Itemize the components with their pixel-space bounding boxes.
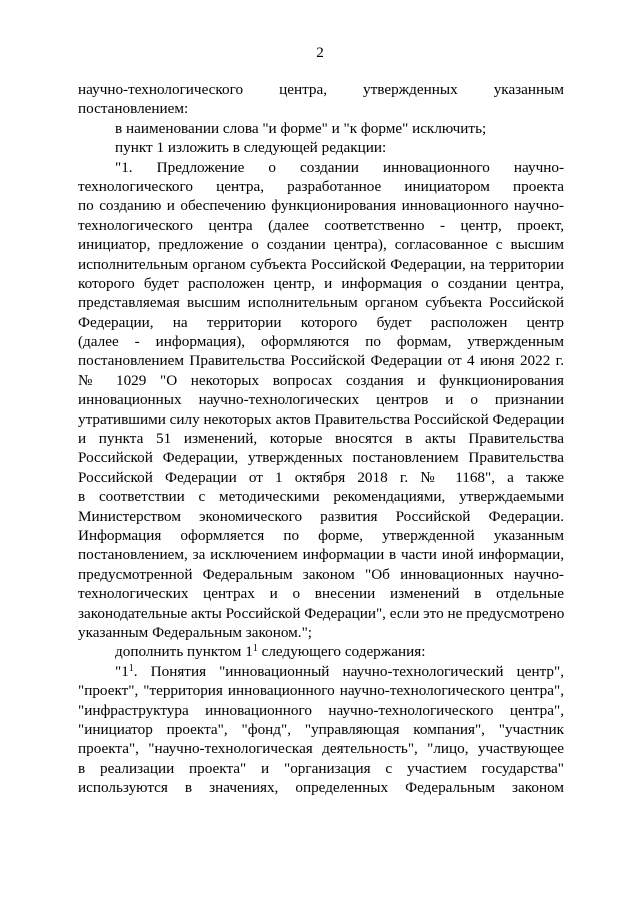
text-line: [78, 662, 564, 681]
text-line: [78, 545, 564, 564]
text-line: [78, 759, 564, 778]
text-line: [78, 778, 564, 797]
text-line-content: дополнить пунктом 1: [115, 643, 253, 661]
text-line: [78, 642, 564, 661]
text-line: [78, 739, 564, 758]
text-line-content: в реализации проекта" и "организация с участием государства": [78, 759, 564, 777]
text-line-content: "1. Предложение о создании инновационного научно-: [115, 158, 564, 176]
text-line-content: постановлением:: [78, 100, 189, 118]
text-line-content: Министерством экономического развития Российской Федерации.: [78, 507, 564, 525]
text-line-content: инициатор, предложение о создании центра), согласованное с высшим: [78, 236, 564, 254]
text-line-content: инновационных научно-технологических центров и о признании: [78, 391, 564, 409]
text-line: [78, 448, 564, 467]
page-number: 2: [316, 44, 324, 61]
text-line: [78, 293, 564, 312]
text-line: [78, 720, 564, 739]
text-line-content: научно-технологического центра, утвержденных указанным: [78, 81, 564, 98]
text-line-content: Федерации, на территории которого будет расположен центр: [78, 313, 564, 331]
text-line-content: № 1029 "О некоторых вопросах создания и функционирования: [78, 371, 564, 389]
text-line-content: представляемая высшим исполнительным органом субъекта Российской: [78, 294, 564, 312]
text-line: [78, 701, 564, 720]
text-line: [78, 351, 564, 370]
text-line-content: исполнительным органом субъекта Российской Федерации, на территории: [78, 255, 564, 273]
text-line: [78, 235, 564, 254]
text-line-content: проекта", "научно-технологическая деятельность", "лицо, участвующее: [78, 740, 564, 758]
text-line: [78, 158, 564, 177]
text-line-content: "проект", "территория инновационного научно-технологического центра",: [78, 682, 564, 700]
text-line-content: "1: [115, 662, 129, 680]
text-line-content: Российской Федерации от 1 октября 2018 г. № 1168", а также: [78, 468, 564, 486]
text-line-content: пункт 1 изложить в следующей редакции:: [115, 139, 387, 157]
text-line: [78, 487, 564, 506]
text-line: [78, 313, 564, 332]
text-line-content: постановлением, за исключением информации в части иной информации,: [78, 546, 564, 564]
text-line-content: "инфраструктура инновационного научно-технологического центра",: [78, 701, 564, 719]
text-line-content: Российской Федерации, утвержденных постановлением Правительства: [78, 449, 564, 467]
text-line-content: постановлением Правительства Российской Федерации от 4 июня 2022 г.: [78, 352, 564, 370]
text-line-content: предусмотренной Федеральным законом "Об инновационных научно-: [78, 565, 564, 583]
text-line: [78, 216, 564, 235]
text-line-content: технологического центра, разработанное инициатором проекта: [78, 177, 564, 195]
text-line: [78, 681, 564, 700]
text-line-content: которого будет расположен центр, и информация о создании центра,: [78, 274, 564, 292]
text-line: [78, 332, 564, 351]
text-line: [78, 468, 564, 487]
document-body: [78, 80, 564, 797]
text-line: [78, 138, 564, 157]
text-line-content: "инициатор проекта", "фонд", "управляющая компания", "участник: [78, 720, 564, 738]
text-line-content: технологических центрах и о внесении изменений в отдельные: [78, 585, 564, 603]
text-line-content: законодательные акты Российской Федерации", если это не предусмотрено: [78, 604, 565, 622]
text-line-content: утратившими силу некоторых актов Правительства Российской Федерации: [78, 410, 565, 428]
text-line: [78, 255, 564, 274]
text-line: [78, 410, 564, 429]
text-line: [78, 196, 564, 215]
text-line-continuation: следующего содержания:: [257, 643, 426, 661]
text-line: [78, 565, 564, 584]
text-line-content: используются в значениях, определенных Федеральным законом: [78, 779, 564, 797]
text-line: [78, 99, 564, 118]
superscript: 1: [252, 643, 258, 655]
text-line: [78, 507, 564, 526]
text-line-content: указанным Федеральным законом.";: [78, 623, 313, 641]
text-line-content: в наименовании слова "и форме" и "к форме" исключить;: [115, 119, 487, 137]
text-line-content: и пункта 51 изменений, которые вносятся в акты Правительства: [78, 430, 564, 448]
text-line: [78, 623, 564, 642]
text-line: [78, 177, 564, 196]
text-line: [78, 119, 564, 138]
text-line: [78, 604, 564, 623]
text-line: [78, 80, 564, 99]
text-line: [78, 390, 564, 409]
text-line: [78, 371, 564, 390]
text-line-content: технологического центра (далее соответственно - центр, проект,: [78, 216, 564, 234]
text-line: [78, 429, 564, 448]
text-line-continuation: . Понятия "инновационный научно-технологический центр",: [133, 662, 564, 680]
text-line-content: Информация оформляется по форме, утвержденной указанным: [78, 526, 564, 544]
text-line-content: по созданию и обеспечению функционирования инновационного научно-: [78, 197, 564, 215]
text-line: [78, 274, 564, 293]
superscript: 1: [128, 662, 134, 674]
text-line-content: (далее - информация), оформляются по формам, утвержденным: [78, 333, 564, 351]
text-line: [78, 526, 564, 545]
text-line: [78, 584, 564, 603]
text-line-content: в соответствии с методическими рекомендациями, утверждаемыми: [78, 488, 564, 506]
